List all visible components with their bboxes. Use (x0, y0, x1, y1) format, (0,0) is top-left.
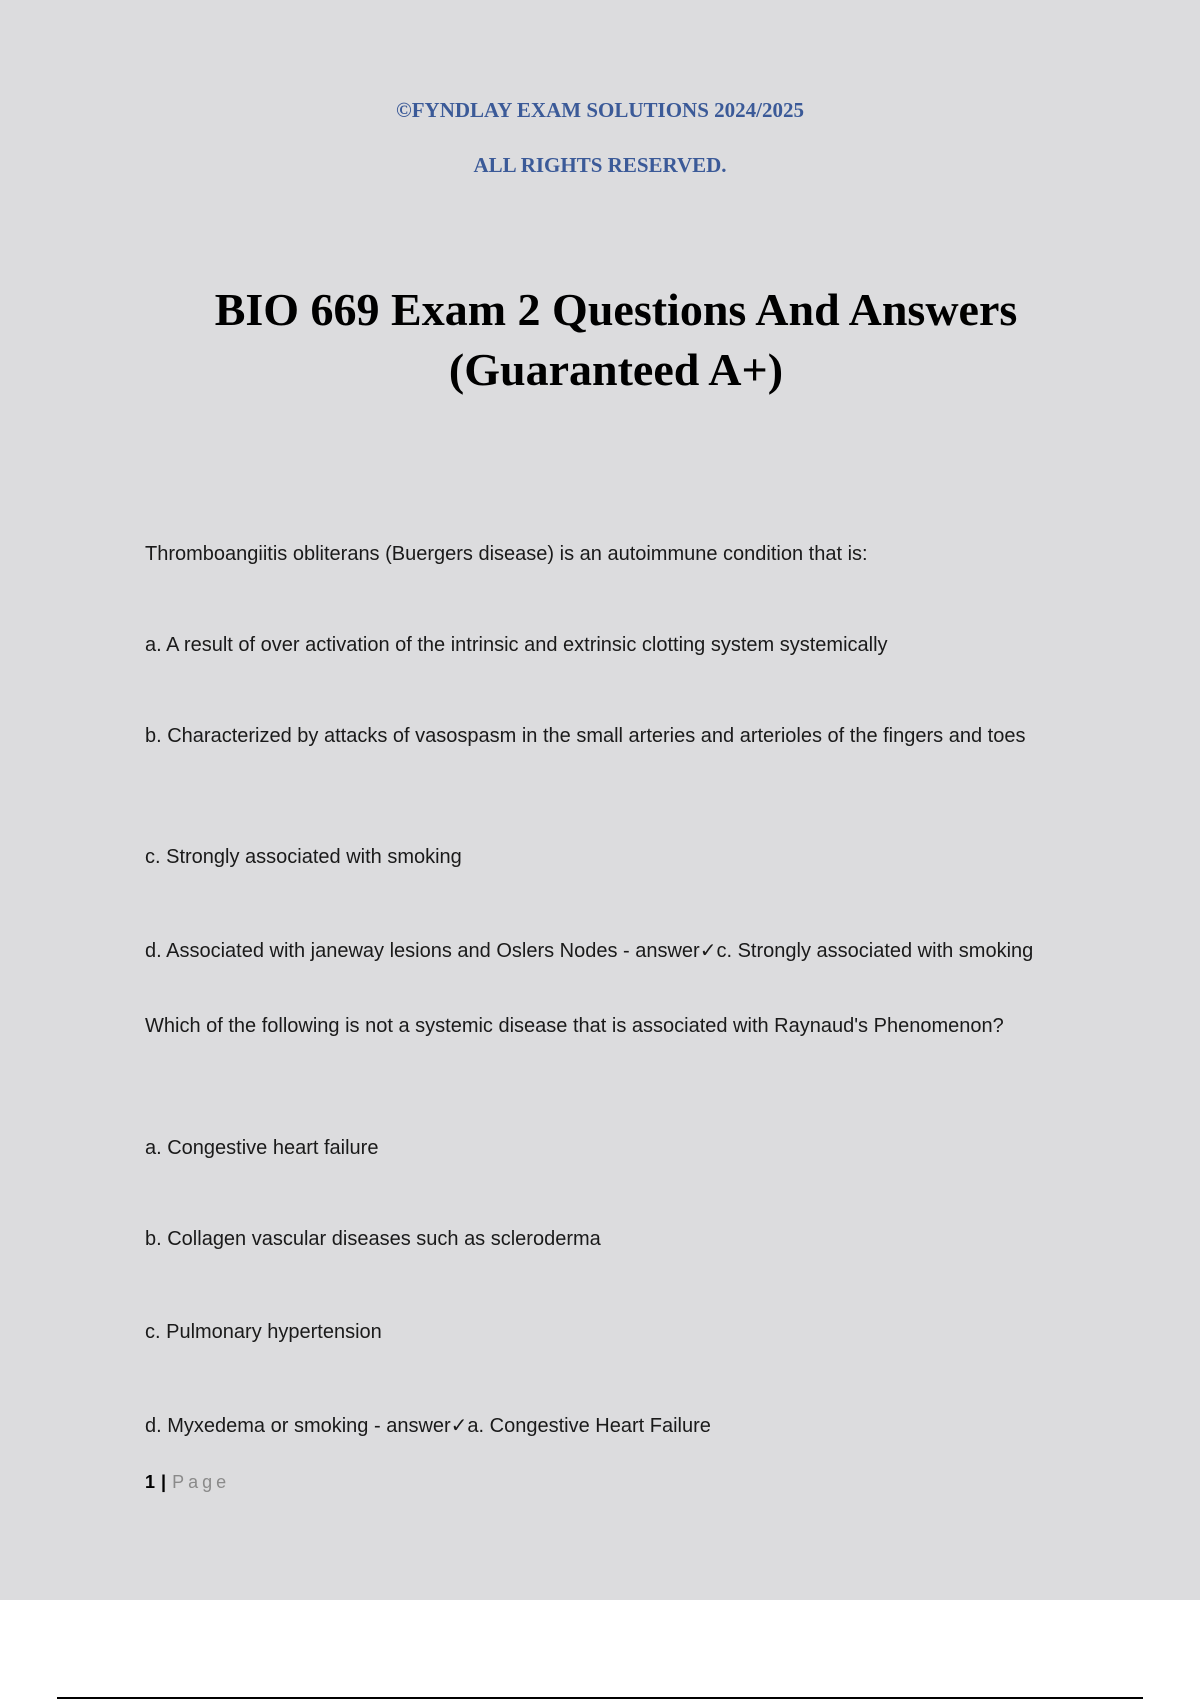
question-1-option-d-answer: d. Associated with janeway lesions and Oslers Nodes - answer✓c. Strongly associated with smoking (145, 940, 1034, 962)
title-line-2: (Guaranteed A+) (448, 344, 784, 395)
question-2-option-d-answer: d. Myxedema or smoking - answer✓a. Congestive Heart Failure (145, 1415, 711, 1437)
question-2-option-c: c. Pulmonary hypertension (145, 1321, 382, 1343)
question-2-text: Which of the following is not a systemic disease that is associated with Raynaud's Phenomenon? (145, 1015, 1004, 1037)
title-line-1: BIO 669 Exam 2 Questions And Answers (214, 284, 1018, 335)
question-1-text: Thromboangiitis obliterans (Buergers disease) is an autoimmune condition that is: (145, 543, 868, 565)
copyright-header: ©FYNDLAY EXAM SOLUTIONS 2024/2025 (396, 98, 804, 122)
question-1-option-b: b. Characterized by attacks of vasospasm in the small arteries and arterioles of the fingers and toes (145, 725, 1026, 747)
question-1-option-c: c. Strongly associated with smoking (145, 846, 462, 868)
document-title (0, 280, 1200, 400)
question-2-option-a: a. Congestive heart failure (145, 1137, 379, 1159)
question-1-option-a: a. A result of over activation of the intrinsic and extrinsic clotting system systemically (145, 634, 888, 656)
question-2-option-b: b. Collagen vascular diseases such as scleroderma (145, 1228, 601, 1250)
page-footer (145, 1472, 230, 1493)
page-number: 1 (145, 1472, 156, 1492)
rights-reserved-header: ALL RIGHTS RESERVED. (473, 153, 727, 177)
page-label: Page (172, 1472, 231, 1492)
footer-separator: | (161, 1472, 167, 1492)
page-divider-rule (57, 1697, 1143, 1699)
